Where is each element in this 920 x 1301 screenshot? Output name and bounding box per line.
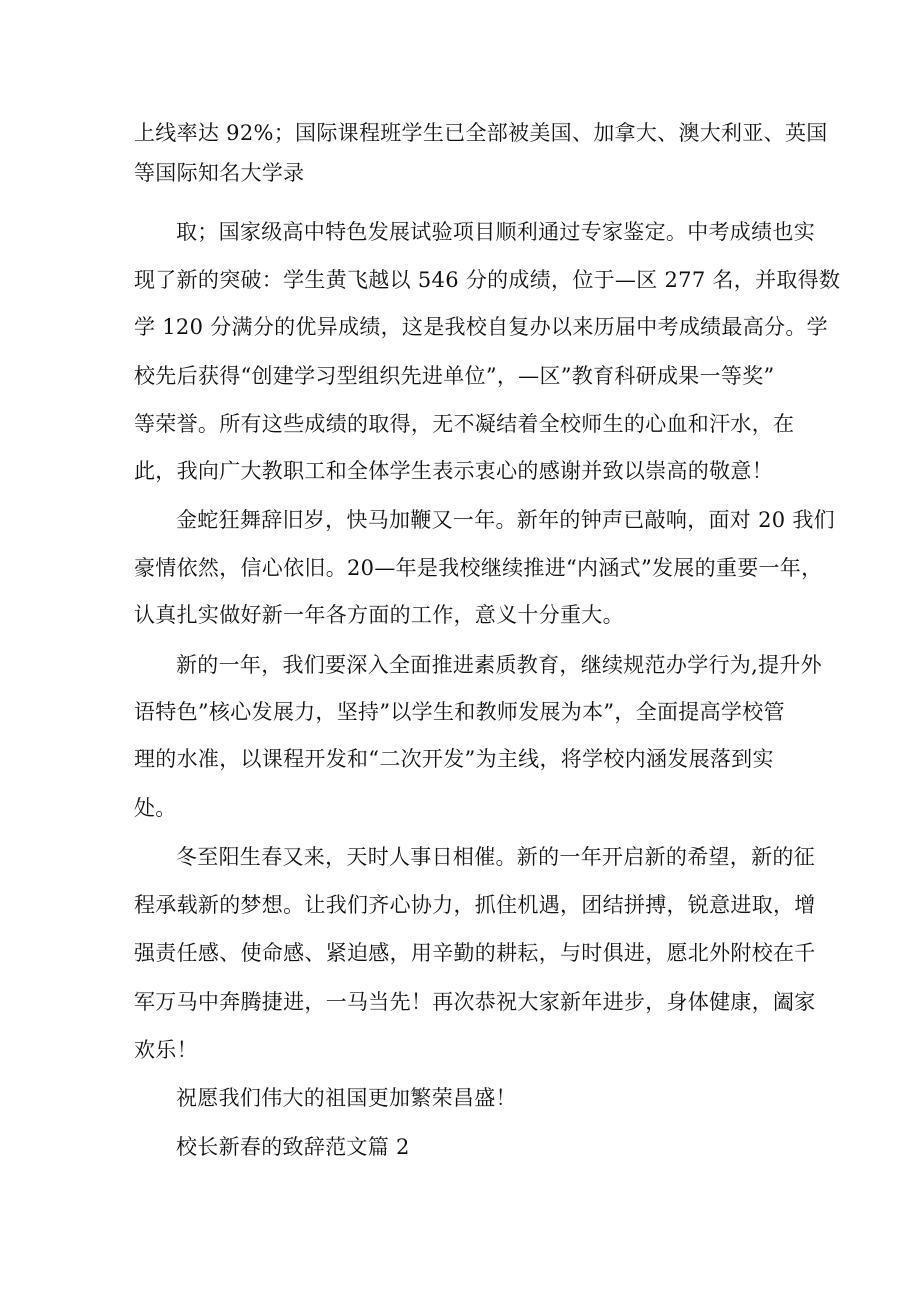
text-line: 等国际知名大学录	[134, 161, 305, 185]
text-line: 认真扎实做好新一年各方面的工作，意义十分重大。	[134, 603, 624, 627]
text-line: 此，我向广大教职工和全体学生表示衷心的感谢并致以崇高的敬意！	[134, 459, 773, 483]
heading-line: 校长新春的致辞范文篇 2	[176, 1135, 410, 1159]
text-line: 欢乐！	[134, 1038, 198, 1062]
text-line: 上线率达 92%；国际课程班学生已全部被美国、加拿大、澳大利亚、英国	[134, 121, 828, 145]
text-line: 取；国家级高中特色发展试验项目顺利通过专家鉴定。中考成绩也实	[176, 220, 815, 244]
text-line: 程承载新的梦想。让我们齐心协力，抓住机遇，团结拼搏，锐意进取，增	[134, 893, 816, 917]
text-line: 豪情依然，信心依旧。20—年是我校继续推进“内涵式”发展的重要一年，	[134, 556, 823, 580]
text-line: 处。	[134, 796, 177, 820]
text-line: 学 120 分满分的优异成绩，这是我校自复办以来历届中考成绩最高分。学	[134, 315, 828, 339]
text-line: 理的水准，以课程开发和“二次开发”为主线，将学校内涵发展落到实	[134, 747, 774, 771]
text-line: 现了新的突破：学生黄飞越以 546 分的成绩，位于—区 277 名，并取得数	[134, 268, 841, 292]
text-line: 金蛇狂舞辞旧岁，快马加鞭又一年。新年的钟声已敲响，面对 20 我们	[176, 508, 835, 532]
text-line: 军万马中奔腾捷进，一马当先！再次恭祝大家新年进步，身体健康，阖家	[134, 990, 816, 1014]
text-line: 新的一年，我们要深入全面推进素质教育，继续规范办学行为,提升外	[176, 653, 822, 677]
text-line: 冬至阳生春又来，天时人事日相催。新的一年开启新的希望，新的征	[176, 845, 815, 869]
text-line: 校先后获得“创建学习型组织先进单位”，—区”教育科研成果一等奖”	[134, 364, 775, 388]
text-line: 祝愿我们伟大的祖国更加繁荣昌盛！	[176, 1086, 517, 1110]
text-line: 强责任感、使命感、紧迫感，用辛勤的耕耘，与时俱进，愿北外附校在千	[134, 941, 816, 965]
text-line: 等荣誉。所有这些成绩的取得，无不凝结着全校师生的心血和汗水，在	[134, 412, 795, 436]
text-line: 语特色”核心发展力，坚持”以学生和教师发展为本”，全面提高学校管	[134, 700, 785, 724]
